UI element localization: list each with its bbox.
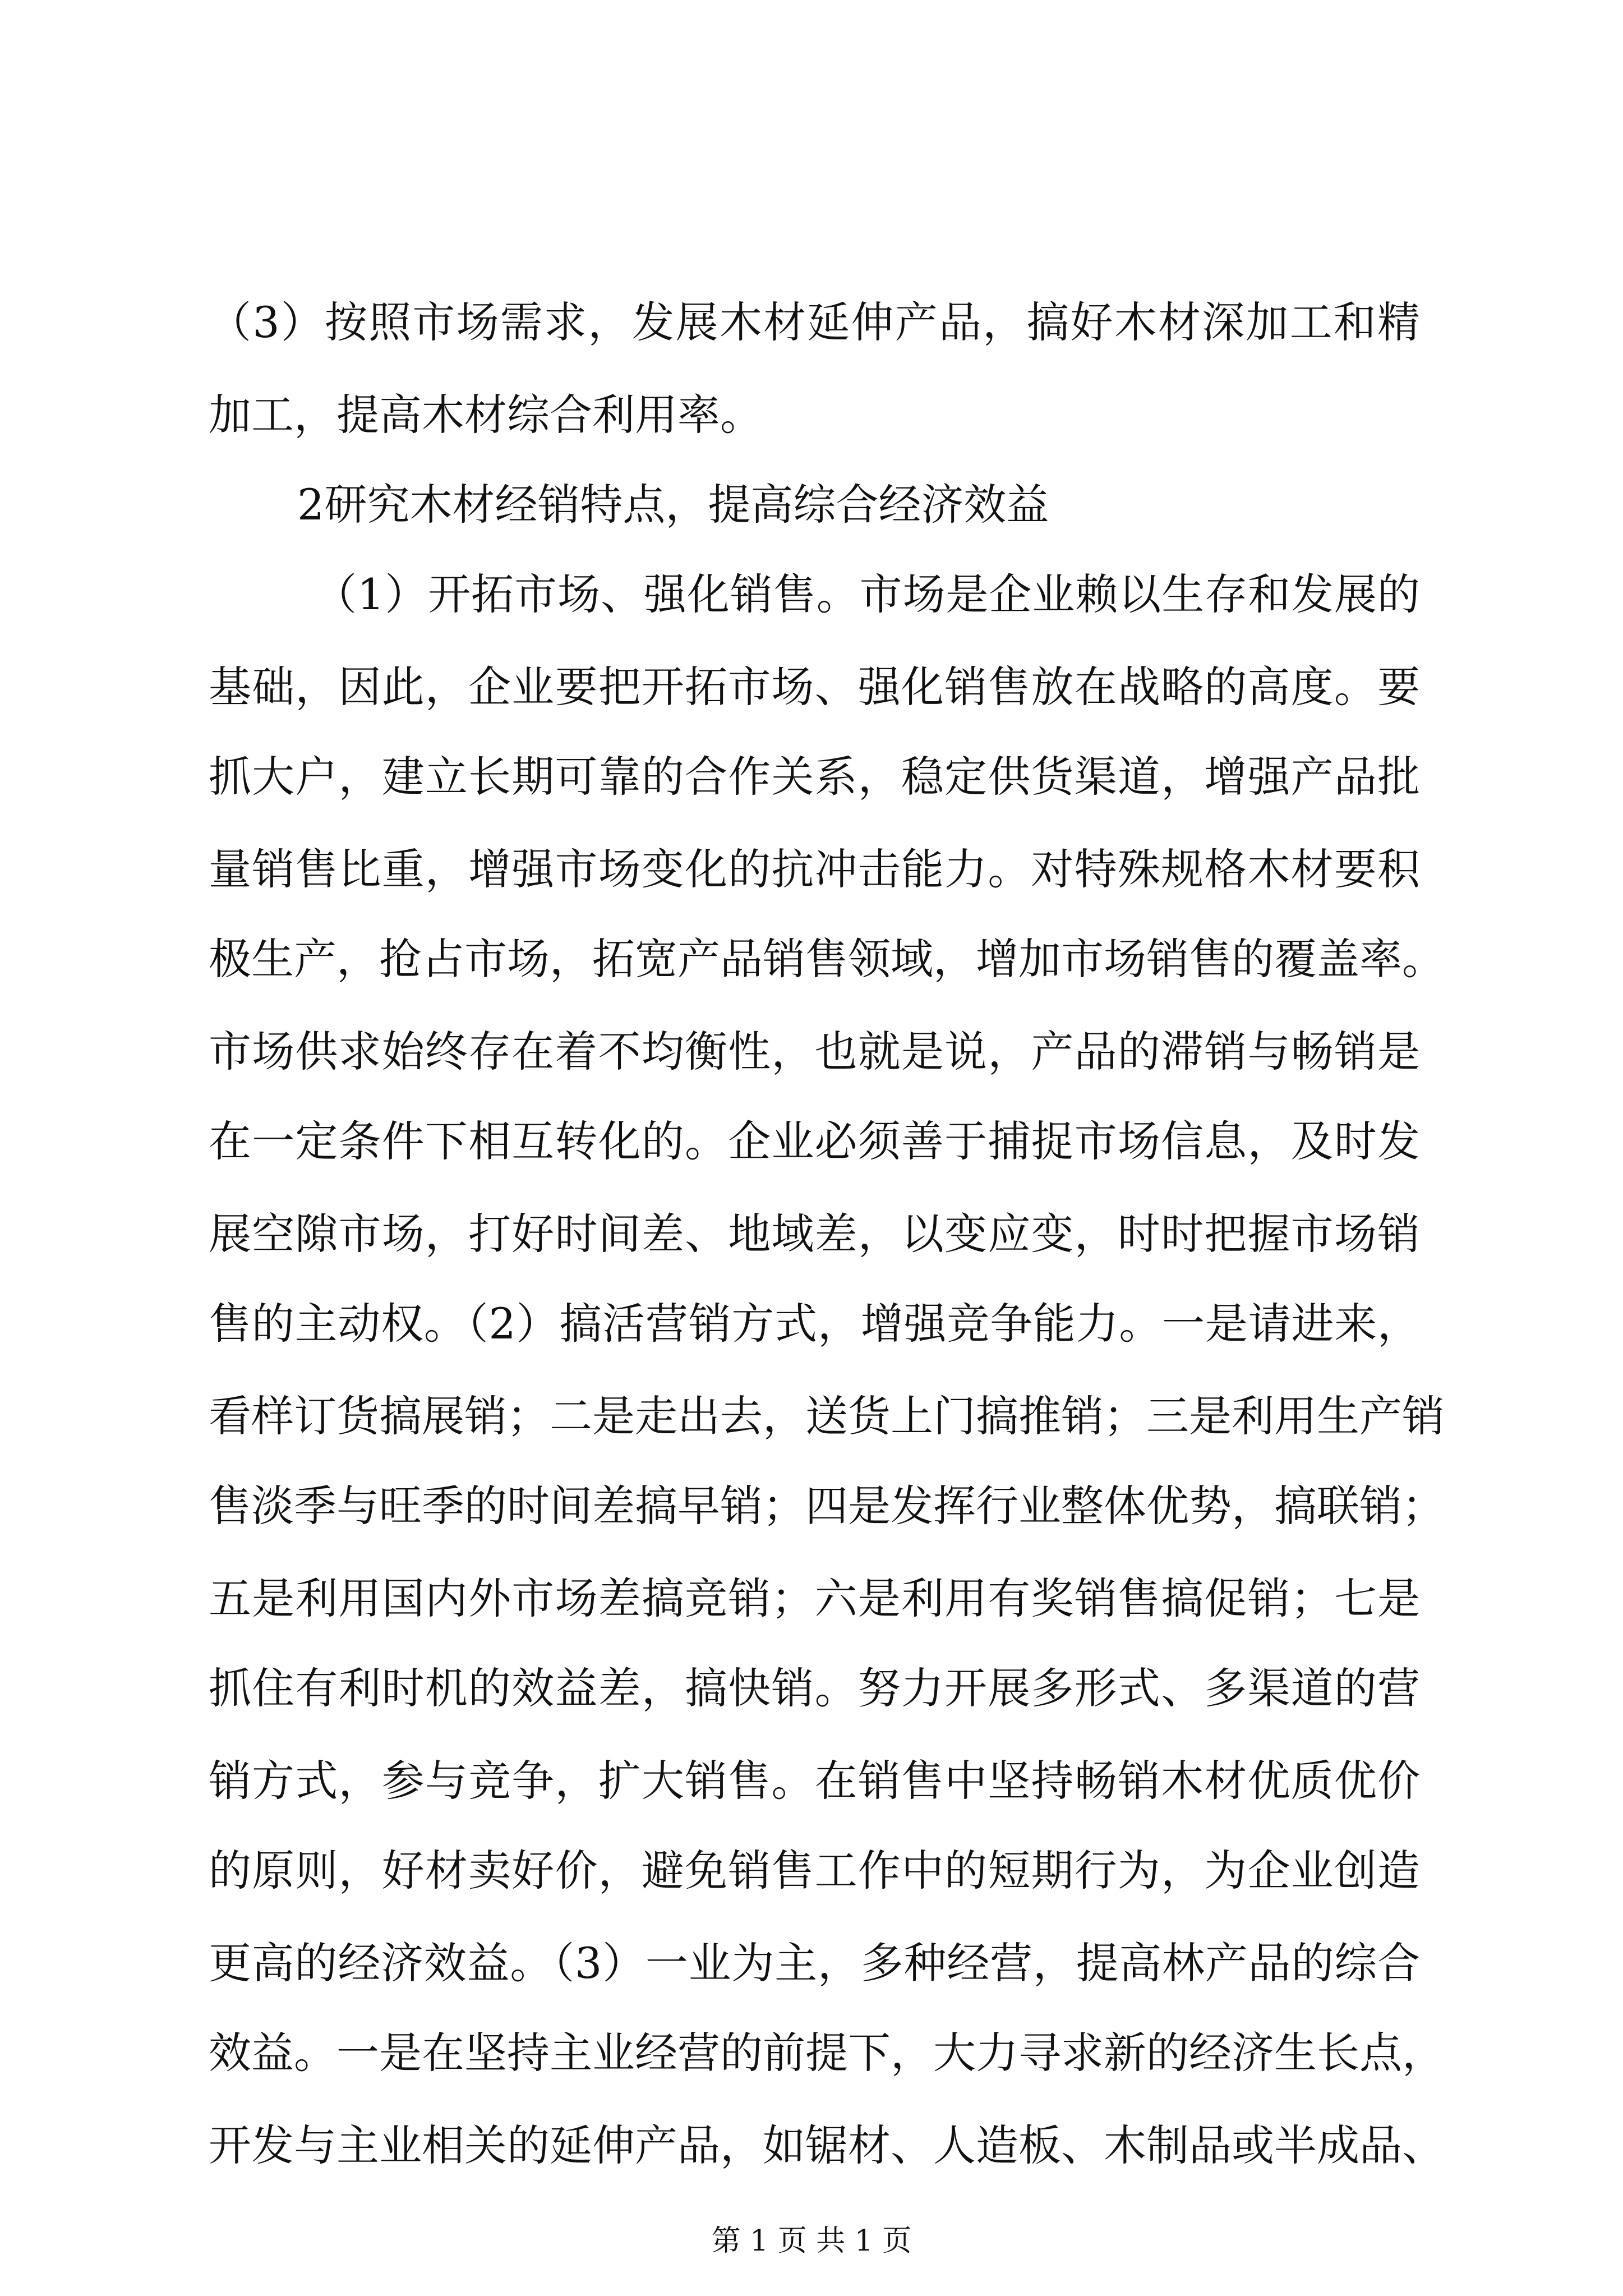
body-line-17: 销方式，参与竞争，扩大销售。在销售中坚持畅销木材优质优价 [209,1756,1420,1806]
section-heading: 2研究木材经销特点，提高综合经济效益 [297,480,1049,530]
body-line-8: 极生产，抢占市场，拓宽产品销售领域，增加市场销售的覆盖率。 [209,934,1445,984]
body-line-15: 五是利用国内外市场差搞竞销；六是利用有奖销售搞促销；七是 [209,1573,1420,1623]
body-line-14: 售淡季与旺季的时间差搞早销；四是发挥行业整体优势，搞联销； [209,1481,1445,1531]
body-line-9: 市场供求始终存在着不均衡性，也就是说，产品的滞销与畅销是 [209,1027,1420,1076]
body-line-6: 抓大户，建立长期可靠的合作关系，稳定供货渠道，增强产品批 [209,752,1420,802]
body-line-21: 开发与主业相关的延伸产品，如锯材、人造板、木制品或半成品、 [209,2120,1445,2170]
body-line-5: 基础，因此，企业要把开拓市场、强化销售放在战略的高度。要 [209,662,1420,712]
page-number-footer: 第 1 页 共 1 页 [711,2224,912,2258]
body-line-13: 看样订货搞展销；二是走出去，送货上门搞推销；三是利用生产销 [209,1391,1445,1441]
body-line-2: 加工，提高木材综合利用率。 [209,390,763,440]
body-line-4: （1）开拓市场、强化销售。市场是企业赖以生存和发展的 [314,569,1420,619]
body-line-18: 的原则，好材卖好价，避免销售工作中的短期行为，为企业创造 [209,1846,1420,1895]
body-line-12: 售的主动权。（2）搞活营销方式，增强竞争能力。一是请进来， [209,1299,1420,1349]
body-line-20: 效益。一是在坚持主业经营的前提下，大力寻求新的经济生长点， [209,2028,1445,2078]
body-line-10: 在一定条件下相互转化的。企业必须善于捕捉市场信息，及时发 [209,1116,1420,1166]
body-line-11: 展空隙市场，打好时间差、地域差，以变应变，时时把握市场销 [209,1209,1420,1259]
body-line-7: 量销售比重，增强市场变化的抗冲击能力。对特殊规格木材要积 [209,844,1420,894]
body-line-16: 抓住有利时机的效益差，搞快销。努力开展多形式、多渠道的营 [209,1663,1420,1713]
body-line-19: 更高的经济效益。（3）一业为主，多种经营，提高林产品的综合 [209,1938,1420,1988]
body-line-1: （3）按照市场需求，发展木材延伸产品，搞好木材深加工和精 [209,297,1420,347]
